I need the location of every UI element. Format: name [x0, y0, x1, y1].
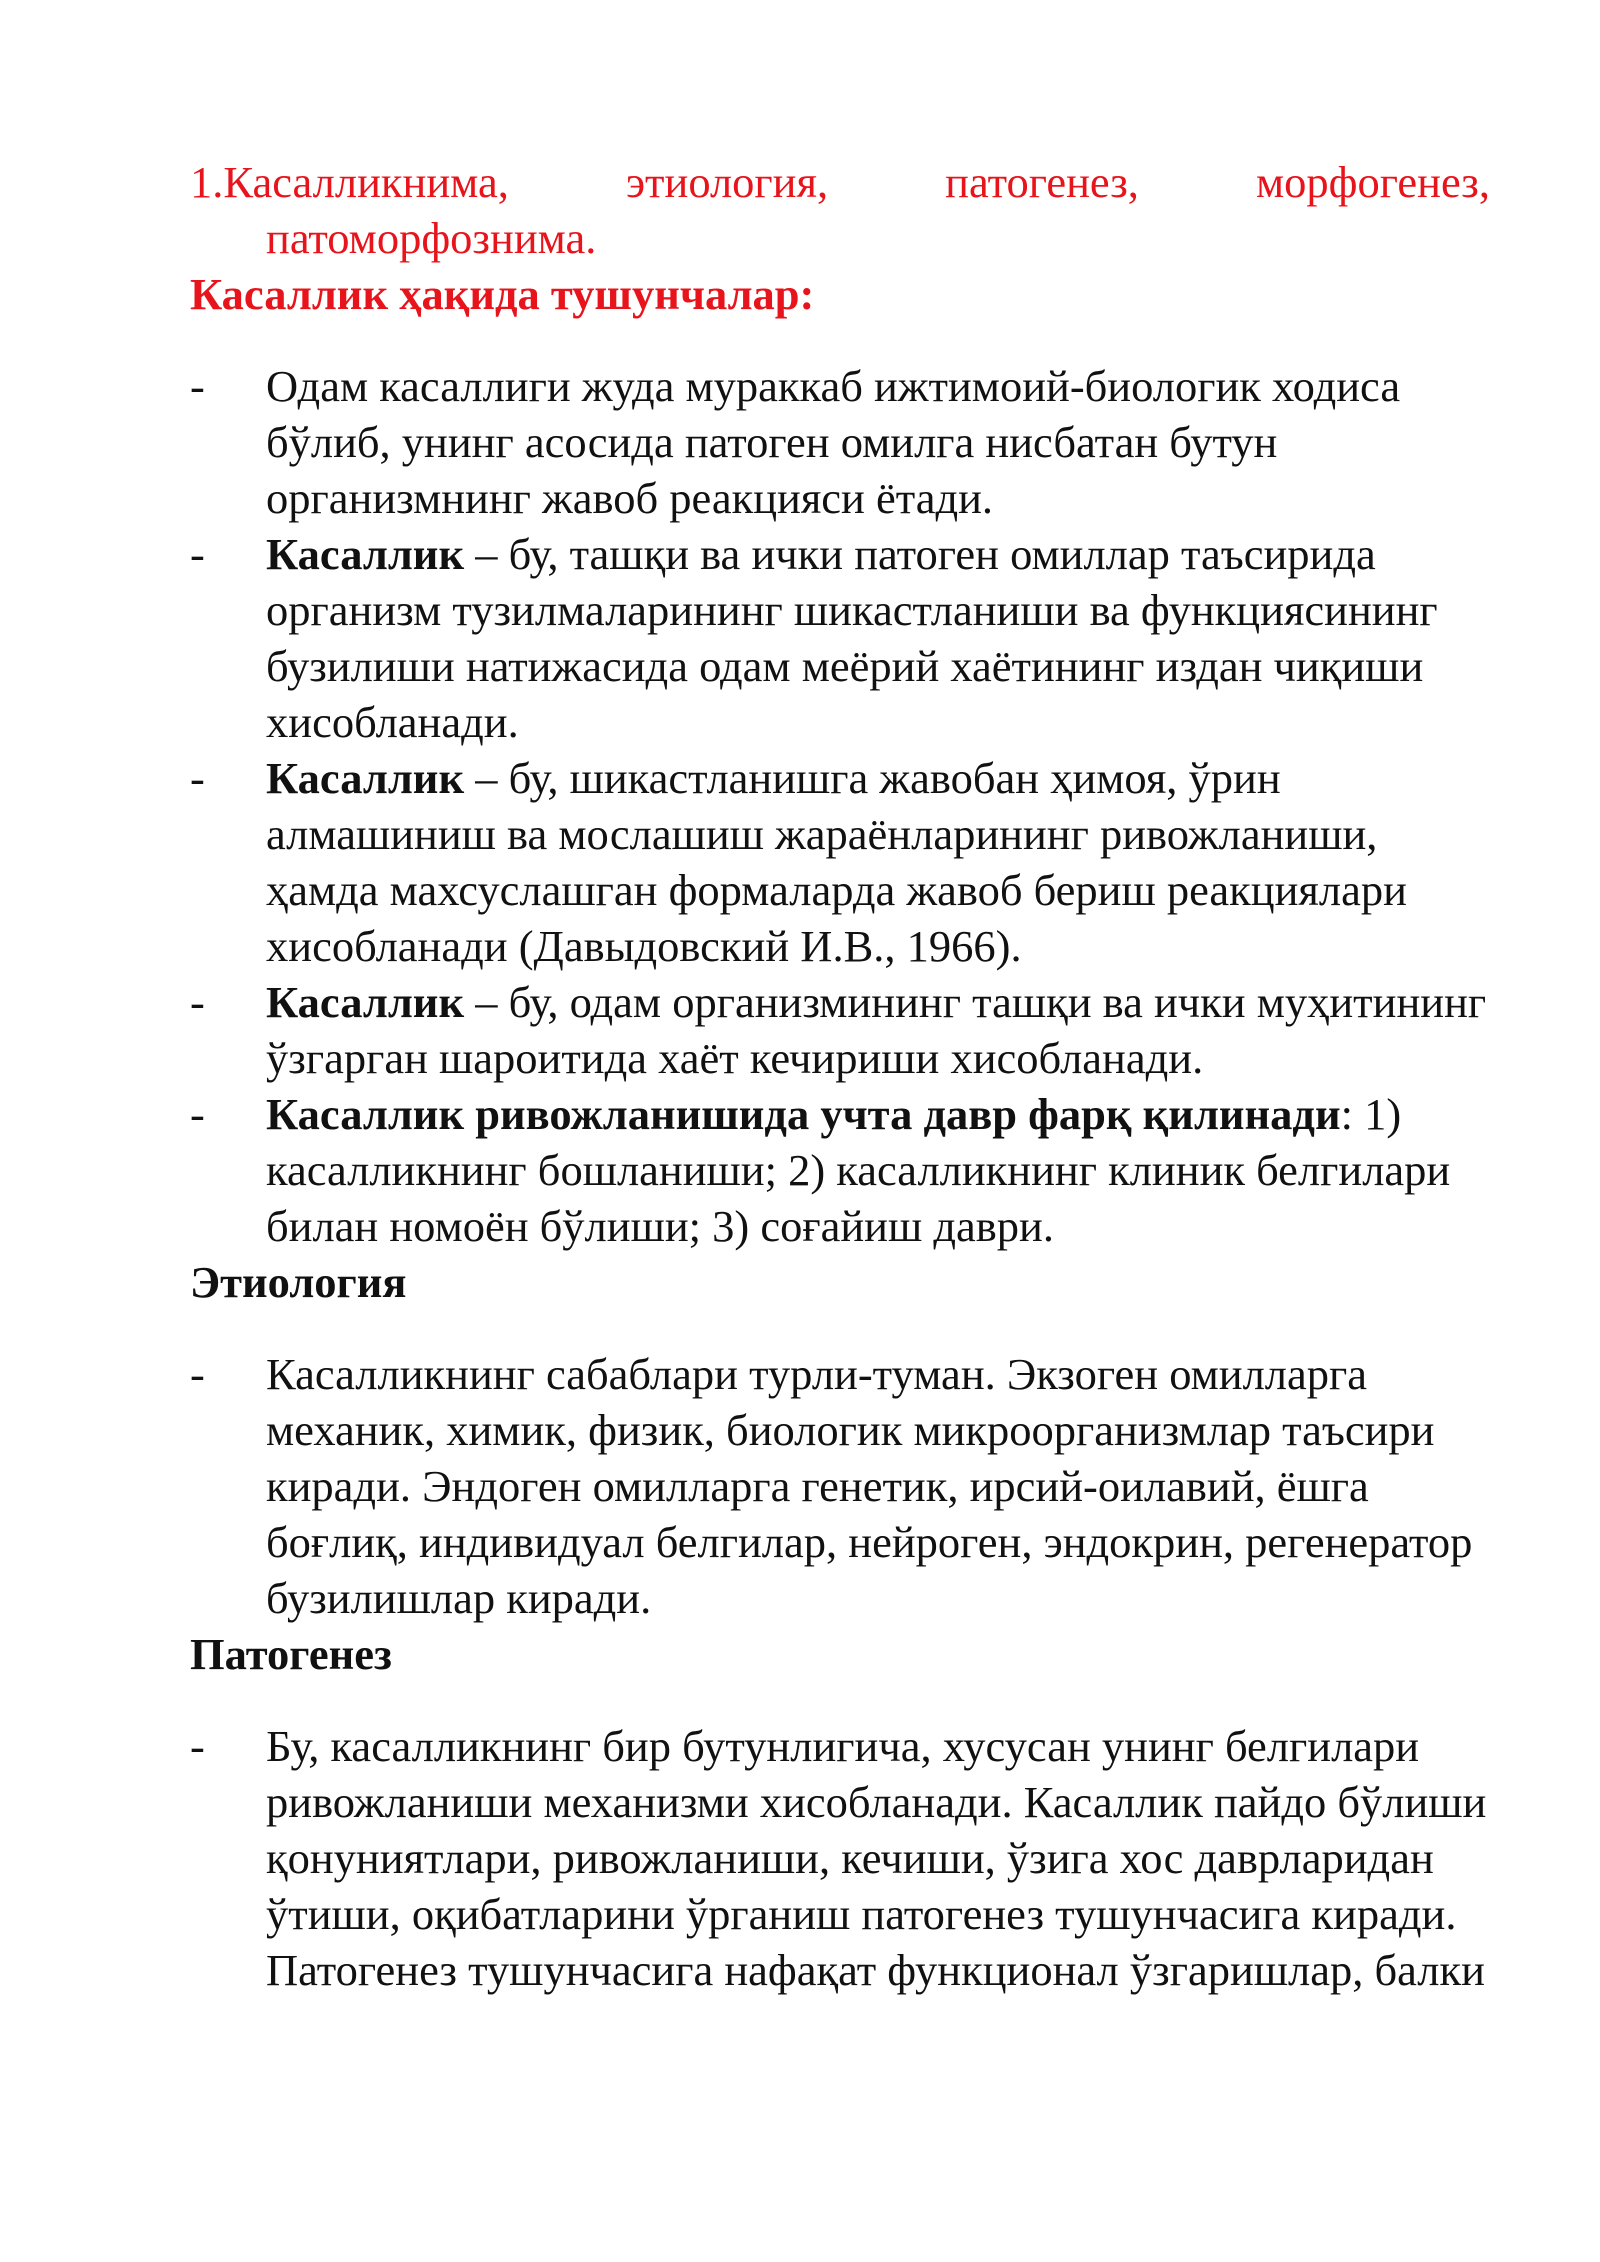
list-item-text: [228, 1346, 1490, 1626]
title-word-4: морфогенез,: [1256, 157, 1490, 207]
list-dash: -: [190, 361, 205, 411]
pathogenesis-list: [190, 1718, 1490, 1998]
etiology-list: [190, 1346, 1490, 1626]
list-item-rest: – бу, шикастланишга жавобан ҳимоя, ўрин алмашиниш ва мослашиш жараёнларининг ривожланиши, ҳамда махсуслашган формаларда жавоб бериш реакциялари хисобланади (Давыдовский И.В., 1966).: [266, 753, 1407, 971]
list-item-text: [228, 1718, 1490, 1998]
document-content: [190, 154, 1490, 1998]
list-item-text: [228, 1086, 1490, 1254]
list-item-bold: Касаллик: [266, 753, 465, 803]
title-line-1: [190, 154, 1490, 210]
section-heading-etiology: Этиология: [190, 1257, 407, 1307]
list-item: [190, 358, 1490, 526]
list-item: [190, 1346, 1490, 1626]
list-item: [190, 974, 1490, 1086]
list-dash: -: [190, 529, 205, 579]
list-item-rest: – бу, одам организмининг ташқи ва ички муҳитининг ўзгарган шароитида хаёт кечириши хисобланади.: [266, 977, 1487, 1083]
title-word-2: этиология,: [625, 157, 829, 207]
list-item-text: [228, 358, 1490, 526]
title-word-3: патогенез,: [945, 157, 1139, 207]
list-item-text: [228, 526, 1490, 750]
list-item-text: [228, 750, 1490, 974]
list-item-rest: – бу, ташқи ва ички патоген омиллар таъсирида организм тузилмаларининг шикастланиши ва функциясининг бузилиши натижасида одам меёрий хаётининг издан чиқиши хисобланади.: [266, 529, 1438, 747]
list-item-rest: Одам касаллиги жуда мураккаб ижтимоий-биологик ходиса бўлиб, унинг асосида патоген омилга нисбатан бутун организмнинг жавоб реакцияси ётади.: [266, 361, 1401, 523]
list-dash: -: [190, 1721, 205, 1771]
list-item: [190, 1718, 1490, 1998]
list-item: [190, 750, 1490, 974]
list-item-text: [228, 974, 1490, 1086]
list-item: [190, 526, 1490, 750]
title-line-2: патоморфознима.: [266, 213, 597, 263]
list-item-rest: Касалликнинг сабаблари турли-туман. Экзоген омилларга механик, химик, физик, биологик микроорганизмлар таъсири киради. Эндоген омилларга генетик, ирсий-оилавий, ёшга боғлиқ, индивидуал белгилар, нейроген, эндокрин, регенератор бузилишлар киради.: [266, 1349, 1473, 1623]
list-dash: -: [190, 1349, 205, 1399]
list-item-bold: Касаллик: [266, 529, 465, 579]
section-heading-disease-concepts: Касаллик ҳақида тушунчалар:: [190, 269, 815, 319]
list-dash: -: [190, 1089, 205, 1139]
section-heading-pathogenesis: Патогенез: [190, 1629, 392, 1679]
disease-concepts-list: [190, 358, 1490, 1254]
title-word-1: 1.Касалликнима,: [190, 157, 509, 207]
list-item-bold: Касаллик: [266, 977, 465, 1027]
list-item-rest: Бу, касалликнинг бир бутунлигича, хусусан унинг белгилари ривожланиши механизми хисобланади. Касаллик пайдо бўлиши қонуниятлари, ривожланиши, кечиши, ўзига хос даврларидан ўтиши, оқибатларини ўрганиш патогенез тушунчасига киради. Патогенез тушунчасига нафақат функционал ўзгаришлар, балки: [266, 1721, 1487, 1995]
list-item-rest: : 1) касалликнинг бошланиши; 2) касалликнинг клиник белгилари билан номоён бўлиши; 3) соғайиш даври.: [266, 1089, 1451, 1251]
list-item: [190, 1086, 1490, 1254]
list-item-bold: Касаллик ривожланишида учта давр фарқ қилинади: [266, 1089, 1341, 1139]
list-dash: -: [190, 753, 205, 803]
list-dash: -: [190, 977, 205, 1027]
document-title: [190, 154, 1490, 266]
